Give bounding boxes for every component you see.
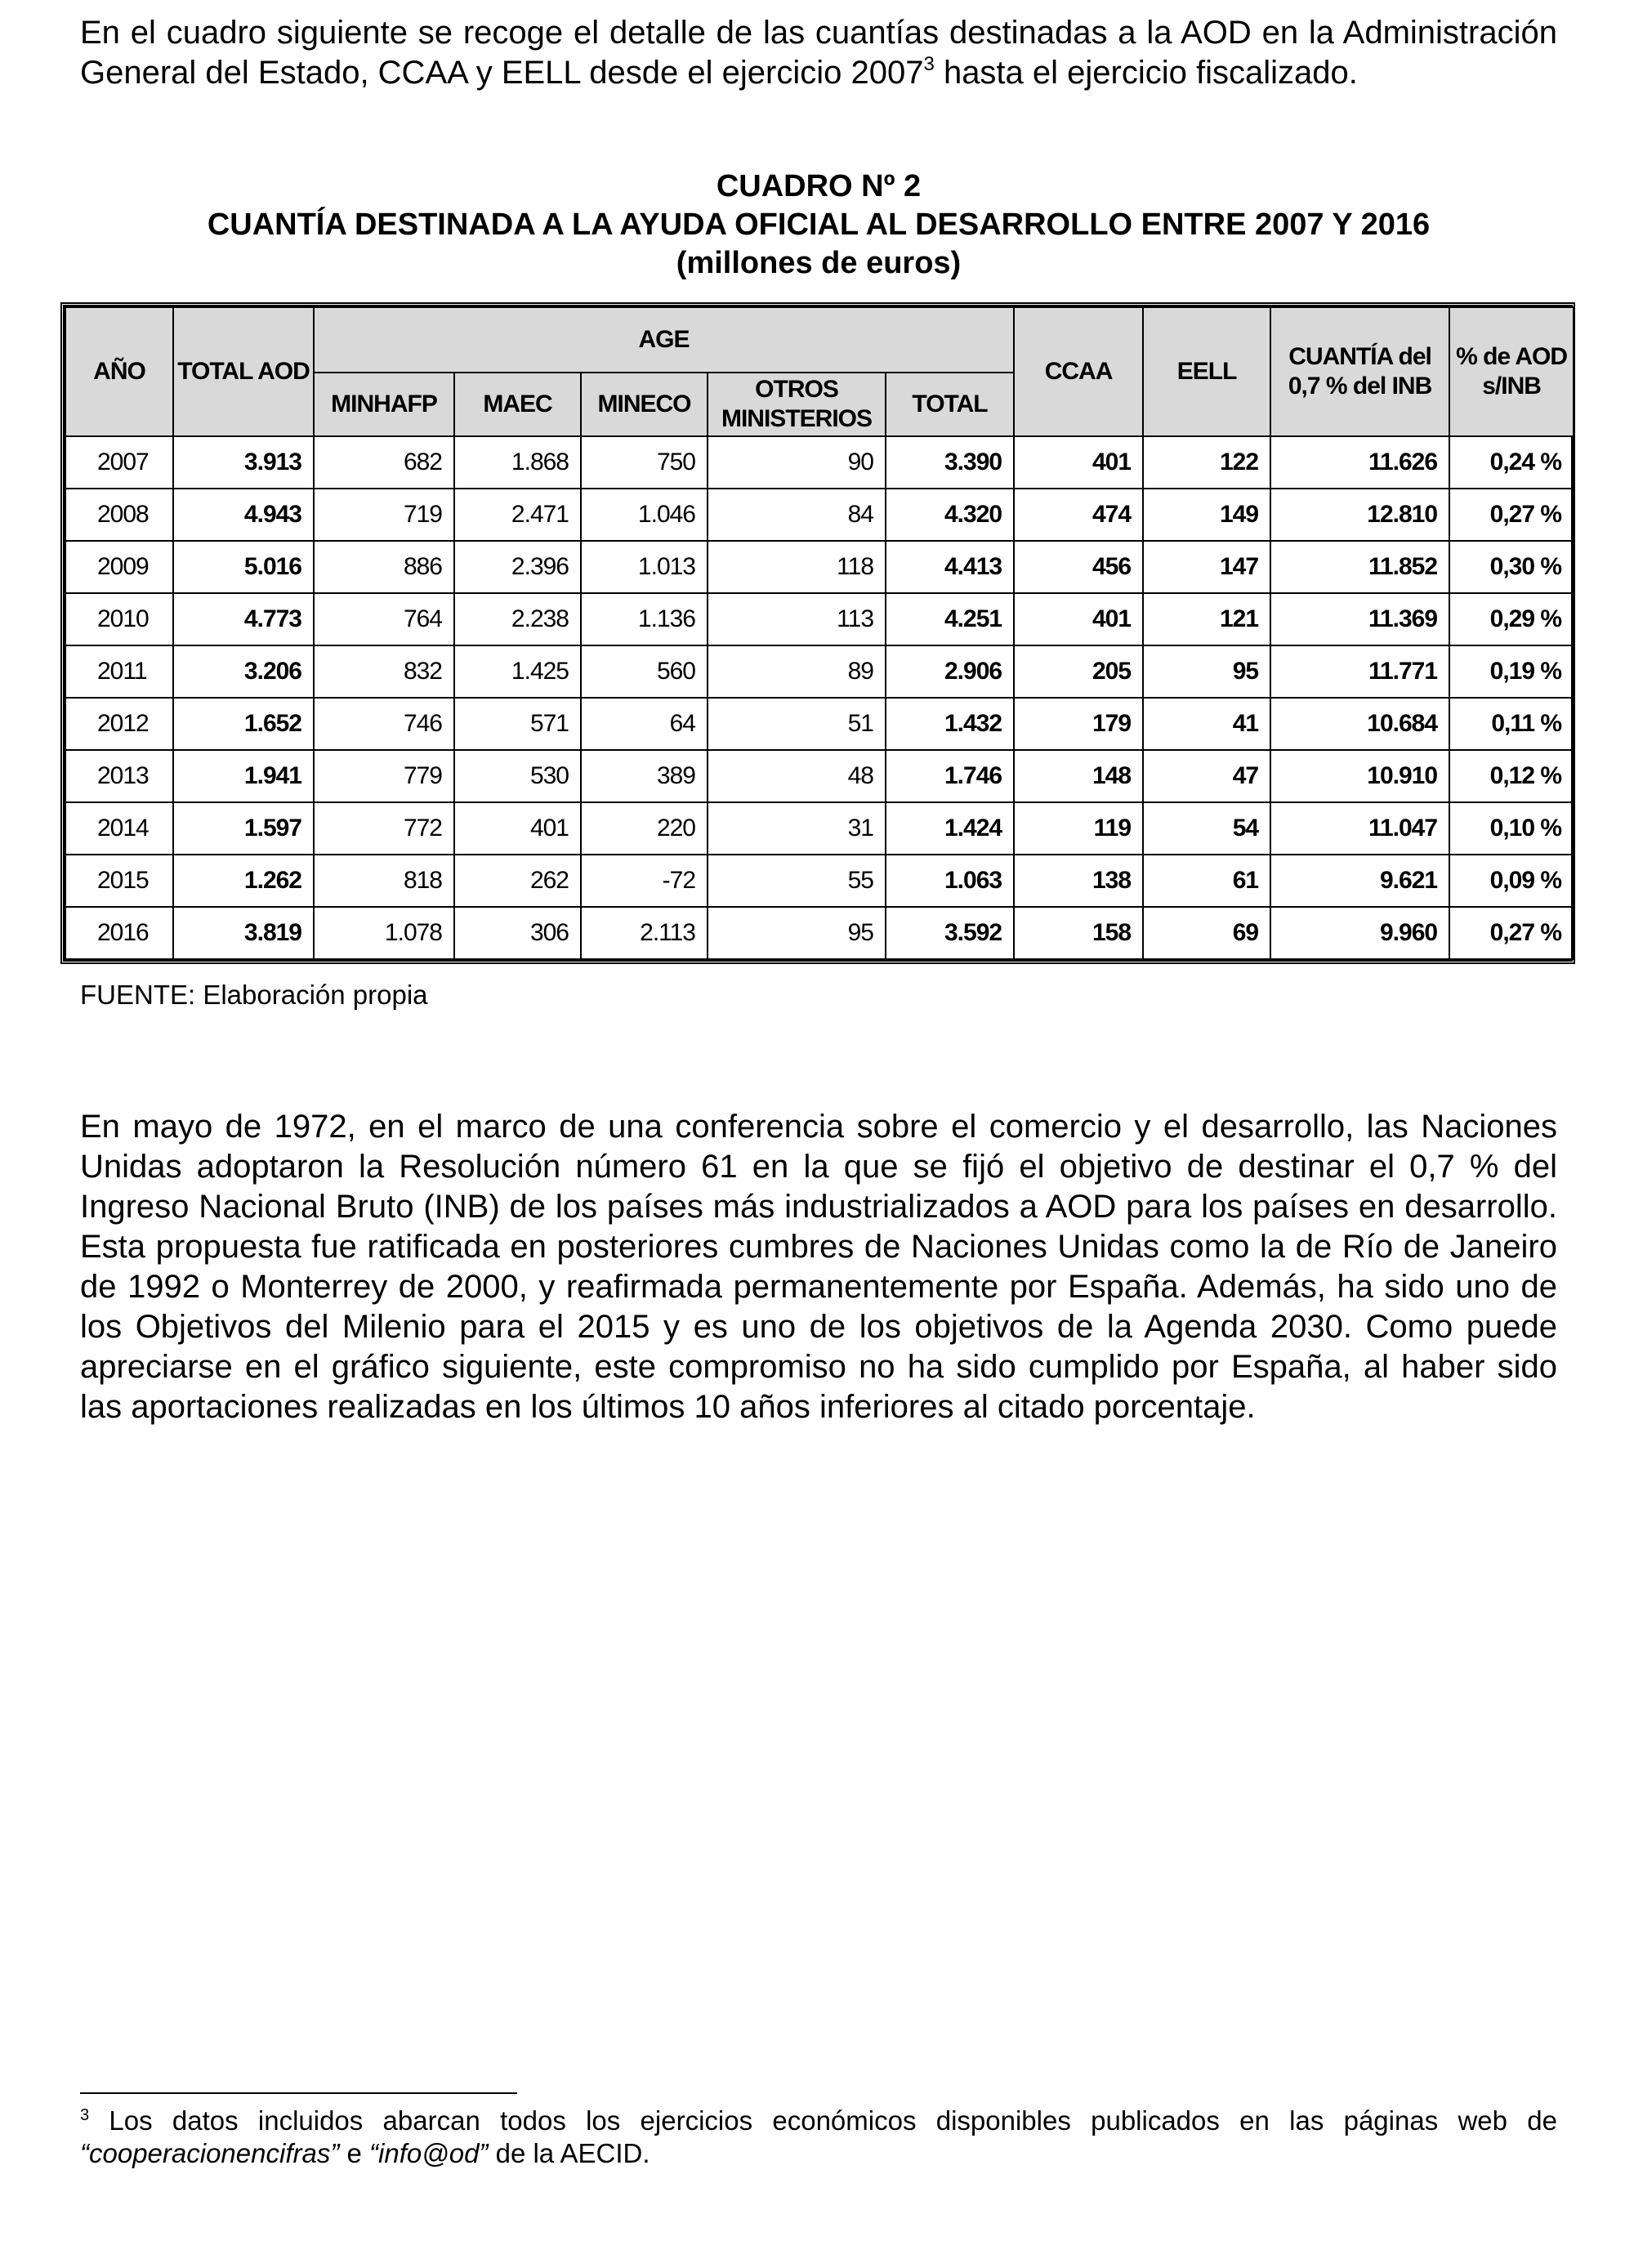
cell-year: 2011 bbox=[65, 645, 173, 698]
cell-otros: 118 bbox=[708, 541, 886, 593]
table-row bbox=[65, 541, 1574, 593]
footnote-source-2: “info@od” bbox=[369, 2138, 489, 2168]
header-otros: OTROS MINISTERIOS bbox=[708, 373, 886, 436]
cell-minhafp: 746 bbox=[314, 698, 454, 750]
header-age-total: TOTAL bbox=[886, 373, 1014, 436]
cell-maec: 1.868 bbox=[454, 436, 581, 489]
table-number: CUADRO Nº 2 bbox=[716, 169, 922, 203]
cell-ccaa: 138 bbox=[1014, 855, 1143, 907]
cell-minhafp: 764 bbox=[314, 593, 454, 645]
cell-minhafp: 818 bbox=[314, 855, 454, 907]
cell-maec: 2.238 bbox=[454, 593, 581, 645]
table-row bbox=[65, 698, 1574, 750]
cell-age-total: 1.432 bbox=[886, 698, 1014, 750]
cell-year: 2015 bbox=[65, 855, 173, 907]
cell-otros: 51 bbox=[708, 698, 886, 750]
cell-maec: 2.471 bbox=[454, 489, 581, 541]
cell-ccaa: 401 bbox=[1014, 593, 1143, 645]
header-pct: % de AOD s/INB bbox=[1449, 307, 1574, 436]
cell-mineco: 220 bbox=[581, 802, 708, 855]
cell-eell: 47 bbox=[1143, 750, 1270, 802]
cell-year: 2010 bbox=[65, 593, 173, 645]
cell-pct: 0,11 % bbox=[1449, 698, 1574, 750]
cell-minhafp: 719 bbox=[314, 489, 454, 541]
cell-cuantia: 10.684 bbox=[1270, 698, 1449, 750]
cell-year: 2014 bbox=[65, 802, 173, 855]
cell-eell: 149 bbox=[1143, 489, 1270, 541]
cell-maec: 530 bbox=[454, 750, 581, 802]
footnote-ref[interactable]: 3 bbox=[923, 53, 935, 75]
table-row bbox=[65, 907, 1574, 959]
cell-ccaa: 119 bbox=[1014, 802, 1143, 855]
cell-total-aod: 3.206 bbox=[173, 645, 314, 698]
footnote-text: Los datos incluidos abarcan todos los ejercicios económicos disponibles publicados en las páginas web de bbox=[89, 2105, 1557, 2136]
table-units: (millones de euros) bbox=[676, 246, 962, 280]
cell-maec: 401 bbox=[454, 802, 581, 855]
cell-total-aod: 3.819 bbox=[173, 907, 314, 959]
cell-maec: 571 bbox=[454, 698, 581, 750]
cell-pct: 0,27 % bbox=[1449, 489, 1574, 541]
table-caption: CUANTÍA DESTINADA A LA AYUDA OFICIAL AL DESARROLLO ENTRE 2007 Y 2016 bbox=[207, 208, 1431, 242]
cell-cuantia: 11.852 bbox=[1270, 541, 1449, 593]
cell-age-total: 3.390 bbox=[886, 436, 1014, 489]
header-total-aod: TOTAL AOD bbox=[173, 307, 314, 436]
cell-age-total: 2.906 bbox=[886, 645, 1014, 698]
cell-age-total: 1.746 bbox=[886, 750, 1014, 802]
cell-eell: 147 bbox=[1143, 541, 1270, 593]
cell-total-aod: 4.943 bbox=[173, 489, 314, 541]
cell-otros: 95 bbox=[708, 907, 886, 959]
header-age: AGE bbox=[314, 307, 1014, 373]
cell-otros: 113 bbox=[708, 593, 886, 645]
cell-pct: 0,12 % bbox=[1449, 750, 1574, 802]
intro-text-end: hasta el ejercicio fiscalizado. bbox=[934, 55, 1358, 91]
cell-otros: 55 bbox=[708, 855, 886, 907]
cell-otros: 31 bbox=[708, 802, 886, 855]
cell-mineco: 1.013 bbox=[581, 541, 708, 593]
header-maec: MAEC bbox=[454, 373, 581, 436]
cell-pct: 0,30 % bbox=[1449, 541, 1574, 593]
footnote-text-c: de la AECID. bbox=[488, 2138, 650, 2168]
cell-otros: 48 bbox=[708, 750, 886, 802]
cell-pct: 0,29 % bbox=[1449, 593, 1574, 645]
table-row bbox=[65, 645, 1574, 698]
cell-pct: 0,09 % bbox=[1449, 855, 1574, 907]
cell-total-aod: 5.016 bbox=[173, 541, 314, 593]
body-paragraph: En mayo de 1972, en el marco de una conferencia sobre el comercio y el desarrollo, las Naciones Unidas adoptaron la Resolución número 61 en la que se fijó el objetivo de destinar el 0,7 % del Ingreso Nacional Bruto (INB) de los países más industrializados a AOD para los países en desarrollo. Esta propuesta fue ratificada en posteriores cumbres de Naciones Unidas como la de Río de Janeiro de 1992 o Monterrey de 2000, y reafirmada permanentemente por España. Además, ha sido uno de los Objetivos del Milenio para el 2015 y es uno de los objetivos de la Agenda 2030. Como puede apreciarse en el gráfico siguiente, este compromiso no ha sido cumplido por España, al haber sido las aportaciones realizadas en los últimos 10 años inferiores al citado porcentaje. bbox=[80, 1109, 1557, 1425]
cell-pct: 0,24 % bbox=[1449, 436, 1574, 489]
cell-eell: 121 bbox=[1143, 593, 1270, 645]
cell-minhafp: 772 bbox=[314, 802, 454, 855]
cell-ccaa: 205 bbox=[1014, 645, 1143, 698]
header-minhafp: MINHAFP bbox=[314, 373, 454, 436]
cell-year: 2016 bbox=[65, 907, 173, 959]
footnote bbox=[80, 2105, 1557, 2170]
cell-cuantia: 11.047 bbox=[1270, 802, 1449, 855]
cell-age-total: 3.592 bbox=[886, 907, 1014, 959]
cell-ccaa: 179 bbox=[1014, 698, 1143, 750]
table-row bbox=[65, 855, 1574, 907]
cell-cuantia: 11.369 bbox=[1270, 593, 1449, 645]
cell-total-aod: 1.597 bbox=[173, 802, 314, 855]
intro-paragraph bbox=[80, 13, 1557, 93]
aod-table bbox=[60, 302, 1575, 964]
cell-minhafp: 779 bbox=[314, 750, 454, 802]
cell-ccaa: 401 bbox=[1014, 436, 1143, 489]
header-cuantia: CUANTÍA del 0,7 % del INB bbox=[1270, 307, 1449, 436]
footnote-number: 3 bbox=[80, 2106, 90, 2124]
header-eell: EELL bbox=[1143, 307, 1270, 436]
footnote-source-1: “cooperacionencifras” bbox=[80, 2138, 340, 2168]
footnote-text-b: e bbox=[339, 2138, 370, 2168]
cell-age-total: 1.424 bbox=[886, 802, 1014, 855]
cell-minhafp: 1.078 bbox=[314, 907, 454, 959]
table-row bbox=[65, 436, 1574, 489]
cell-cuantia: 12.810 bbox=[1270, 489, 1449, 541]
cell-maec: 1.425 bbox=[454, 645, 581, 698]
cell-minhafp: 682 bbox=[314, 436, 454, 489]
header-year: AÑO bbox=[65, 307, 173, 436]
cell-mineco: 1.136 bbox=[581, 593, 708, 645]
cell-mineco: 1.046 bbox=[581, 489, 708, 541]
table-row bbox=[65, 489, 1574, 541]
cell-total-aod: 3.913 bbox=[173, 436, 314, 489]
cell-total-aod: 1.262 bbox=[173, 855, 314, 907]
cell-eell: 61 bbox=[1143, 855, 1270, 907]
cell-eell: 95 bbox=[1143, 645, 1270, 698]
cell-ccaa: 148 bbox=[1014, 750, 1143, 802]
table-row bbox=[65, 593, 1574, 645]
cell-eell: 122 bbox=[1143, 436, 1270, 489]
header-ccaa: CCAA bbox=[1014, 307, 1143, 436]
intro-text: En el cuadro siguiente se recoge el detalle de las cuantías destinadas a la AOD en la Administración General del Estado, CCAA y EELL desde el ejercicio 2007 bbox=[80, 15, 1557, 91]
cell-total-aod: 1.652 bbox=[173, 698, 314, 750]
table-row bbox=[65, 802, 1574, 855]
table-title bbox=[80, 167, 1557, 283]
cell-eell: 69 bbox=[1143, 907, 1270, 959]
cell-year: 2012 bbox=[65, 698, 173, 750]
cell-year: 2007 bbox=[65, 436, 173, 489]
cell-year: 2008 bbox=[65, 489, 173, 541]
cell-year: 2009 bbox=[65, 541, 173, 593]
cell-mineco: 389 bbox=[581, 750, 708, 802]
cell-maec: 2.396 bbox=[454, 541, 581, 593]
cell-maec: 262 bbox=[454, 855, 581, 907]
table-source: FUENTE: Elaboración propia bbox=[80, 980, 428, 1010]
cell-ccaa: 456 bbox=[1014, 541, 1143, 593]
footnote-divider bbox=[80, 2092, 517, 2094]
cell-maec: 306 bbox=[454, 907, 581, 959]
cell-cuantia: 11.626 bbox=[1270, 436, 1449, 489]
cell-cuantia: 11.771 bbox=[1270, 645, 1449, 698]
header-mineco: MINECO bbox=[581, 373, 708, 436]
cell-minhafp: 832 bbox=[314, 645, 454, 698]
cell-cuantia: 9.960 bbox=[1270, 907, 1449, 959]
cell-mineco: 64 bbox=[581, 698, 708, 750]
cell-pct: 0,19 % bbox=[1449, 645, 1574, 698]
cell-cuantia: 10.910 bbox=[1270, 750, 1449, 802]
cell-age-total: 4.320 bbox=[886, 489, 1014, 541]
cell-eell: 41 bbox=[1143, 698, 1270, 750]
cell-otros: 89 bbox=[708, 645, 886, 698]
cell-mineco: 2.113 bbox=[581, 907, 708, 959]
cell-ccaa: 158 bbox=[1014, 907, 1143, 959]
cell-cuantia: 9.621 bbox=[1270, 855, 1449, 907]
cell-ccaa: 474 bbox=[1014, 489, 1143, 541]
cell-age-total: 4.251 bbox=[886, 593, 1014, 645]
cell-pct: 0,10 % bbox=[1449, 802, 1574, 855]
cell-total-aod: 1.941 bbox=[173, 750, 314, 802]
cell-mineco: 750 bbox=[581, 436, 708, 489]
cell-mineco: -72 bbox=[581, 855, 708, 907]
cell-minhafp: 886 bbox=[314, 541, 454, 593]
cell-mineco: 560 bbox=[581, 645, 708, 698]
cell-age-total: 1.063 bbox=[886, 855, 1014, 907]
cell-otros: 84 bbox=[708, 489, 886, 541]
cell-otros: 90 bbox=[708, 436, 886, 489]
cell-eell: 54 bbox=[1143, 802, 1270, 855]
cell-pct: 0,27 % bbox=[1449, 907, 1574, 959]
table-row bbox=[65, 750, 1574, 802]
cell-year: 2013 bbox=[65, 750, 173, 802]
cell-total-aod: 4.773 bbox=[173, 593, 314, 645]
cell-age-total: 4.413 bbox=[886, 541, 1014, 593]
